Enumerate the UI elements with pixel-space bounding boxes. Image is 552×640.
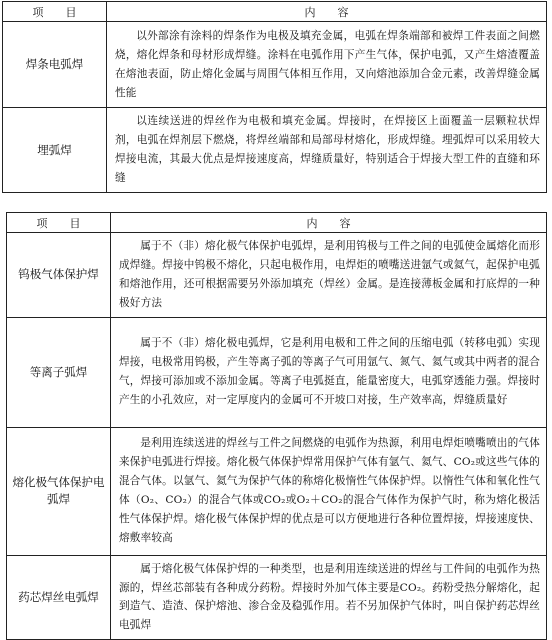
row-content: 是利用连续送进的焊丝与工件之间燃烧的电弧作为热源，利用电焊炬喷嘴喷出的气体来保护电弧进行焊接。熔化极气体保护焊常用保护气体有氩气、氦气、CO₂或这些气体的混合气体。以氩气、氦气为保护气体的称熔化极惰性气体保护焊。以惰性气体和氧化性气体（O₂、CO₂）的混合气体或CO₂或O₂＋CO₂的混合气体作为保护气时，称为熔化极活性气体保护焊。熔化极气体保护焊的优点是可以方便地进行各种位置焊接，焊接速度快、熔敷率较高 xyxy=(111,427,547,555)
table-row xyxy=(7,555,547,640)
header-content xyxy=(107,2,547,22)
header-content-char: 容 xyxy=(339,216,351,230)
row-name: 焊条电弧焊 xyxy=(3,22,107,108)
header-content-char: 容 xyxy=(337,5,349,19)
header-item xyxy=(7,213,111,233)
header-item-char: 项 xyxy=(36,216,48,230)
table-header-row xyxy=(7,213,547,233)
table-row xyxy=(3,108,547,193)
row-content: 以外部涂有涂料的焊条作为电极及填充金属，电弧在焊条端部和被焊工件表面之间燃烧，熔化焊条和母材形成焊缝。涂料在电弧作用下产生气体，保护电弧，又产生熔渣覆盖在熔池表面，防止熔化金属与周围气体相互作用，又向熔池添加合金元素，改善焊缝金属性能 xyxy=(107,22,547,108)
header-content xyxy=(111,213,547,233)
table-row xyxy=(7,317,547,427)
table-row xyxy=(7,427,547,555)
row-content: 属于不（非）熔化极气体保护电弧焊，是利用钨极与工件之间的电弧使金属熔化而形成焊缝。焊接中钨极不熔化，只起电极作用，电焊炬的喷嘴送进氩气或氦气，起保护电弧和熔池作用，还可根据需要另外添加填充（焊丝）金属。是连接薄板金属和打底焊的一种极好方法 xyxy=(111,233,547,318)
header-item xyxy=(3,2,107,22)
header-item-char: 目 xyxy=(65,5,77,19)
row-name: 等离子弧焊 xyxy=(7,317,111,427)
table-row xyxy=(7,233,547,318)
header-item-char: 目 xyxy=(69,216,81,230)
row-name: 埋弧焊 xyxy=(3,108,107,193)
row-name: 药芯焊丝电弧焊 xyxy=(7,555,111,640)
welding-methods-table-2 xyxy=(6,212,547,640)
header-content-char: 内 xyxy=(304,5,316,19)
row-content: 属于不（非）熔化极电弧焊，它是利用电极和工件之间的压缩电弧（转移电弧）实现焊接，电极常用钨极，产生等离子弧的等离子气可用氩气、氮气、氦气或其中两者的混合气，焊接可添加或不添加金属。等离子电弧挺直，能量密度大，电弧穿透能力强。焊接时产生的小孔效应，对一定厚度内的金属可不开坡口对接，生产效率高，焊缝质量好 xyxy=(111,317,547,427)
row-name: 熔化极气体保护电弧焊 xyxy=(7,427,111,555)
row-content: 以连续送进的焊丝作为电极和填充金属。焊接时，在焊接区上面覆盖一层颗粒状焊剂，电弧在焊剂层下燃烧，将焊丝端部和局部母材熔化，形成焊缝。埋弧焊可以采用较大焊接电流，其最大优点是焊接速度高，焊缝质量好，特别适合于焊接大型工件的直缝和环缝 xyxy=(107,108,547,193)
table-header-row xyxy=(3,2,547,22)
table-row xyxy=(3,22,547,108)
welding-methods-table-1 xyxy=(2,1,547,193)
header-item-char: 项 xyxy=(32,5,44,19)
row-name: 钨极气体保护焊 xyxy=(7,233,111,318)
header-content-char: 内 xyxy=(306,216,318,230)
row-content: 属于熔化极气体保护焊的一种类型，也是利用连续送进的焊丝与工件间的电弧作为热源的，焊丝芯部装有各种成分药粉。焊接时外加气体主要是CO₂。药粉受热分解熔化，起到造气、造渣、保护熔池、渗合金及稳弧作用。若不另加保护气体时，叫自保护药芯焊丝电弧焊 xyxy=(111,555,547,640)
